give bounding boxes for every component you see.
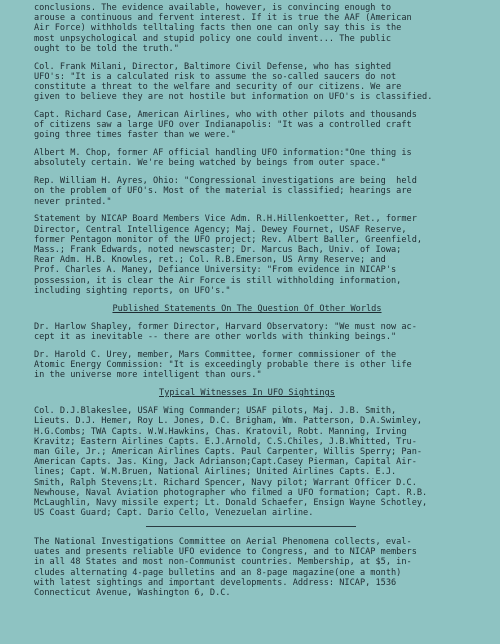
section-heading-witnesses: Typical Witnesses In UFO Sightings	[159, 388, 335, 399]
section-heading-other-worlds: Published Statements On The Question Of Other Worlds	[112, 303, 382, 314]
paragraph-case-quote: Capt. Richard Case, American Airlines, who with other pilots and thousands of citizens saw a large UFO over Indianapolis: "It was a controlled craft going three times faster than we were."	[34, 110, 417, 141]
paragraph-witness-list: Col. D.J.Blakeslee, USAF Wing Commander; USAF pilots, Maj. J.B. Smith, Lieuts. D.J. Hemer, Roy L. Jones, D.C. Brigham, Wm. Patterson, D.A.Swimley, H.G.Combs; TWA Capts. W.W.Hawkins, Chas. Kratovil, Robt. Manning, Irving Kravitz; Eastern Airlines Capts. E.J.Arnold, C.S.Chiles, J.B.Whitted, Tru- man Gile, Jr.; American Airlines Capts. Paul Carpenter, Willis Sperry; Pan- American Capts. Jas. King, Jack Adrianson;Capt.Casey Pierman, Capital Air- lines; Capt. W.M.Bruen, National Airlines; United Airlines Capts. E.J. Smith, Ralph Stevens;Lt. Richard Spencer, Navy pilot; Warrant Officer D.C. Newhouse, Naval Aviation photographer who filmed a UFO formation; Capt. R.B. McLaughlin, Navy missile expert; Lt. Donald Schaefer, Ensign Wayne Schotley, US Coast Guard; Capt. Dario Cello, Venezuelan airline.	[34, 406, 428, 519]
paragraph-nicap-board-statement: Statement by NICAP Board Members Vice Adm. R.H.Hillenkoetter, Ret., former Director, Central Intelligence Agency; Maj. Dewey Fournet, USAF Reserve, former Pentagon monitor of the UFO project; Rev. Albert Baller, Greenfield, Mass.; Frank Edwards, noted newscaster; Dr. Marcus Bach, Univ. of Iowa; Rear Adm. H.B. Knowles, ret.; Col. R.B.Emerson, US Army Reserve; and Prof. Charles A. Maney, Defiance University: "From evidence in NICAP's possession, it is clear the Air Force is still withholding information, including sighting reports, on UFO's."	[34, 214, 423, 296]
divider-rule	[146, 526, 356, 527]
paragraph-shapley-quote: Dr. Harlow Shapley, former Director, Harvard Observatory: "We must now ac- cept it as inevitable -- there are other worlds with thinking beings."	[34, 321, 417, 343]
footer-block	[34, 537, 460, 598]
paragraph-chop-quote: Albert M. Chop, former AF official handling UFO information:"One thing is absolutely certain. We're being watched by beings from outer space."	[34, 148, 412, 169]
paragraph-milani-quote: Col. Frank Milani, Director, Baltimore Civil Defense, who has sighted UFO's: "It is a calculated risk to assume the so-called saucers do not constitute a threat to the welfare and security of our citizens. We are given to believe they are not hostile but information on UFO's is classified.	[34, 61, 433, 103]
paragraph-ayres-quote: Rep. William H. Ayres, Ohio: "Congressional investigations are being held on the problem of UFO's. Most of the material is classified; hearings are never printed."	[34, 176, 417, 207]
paragraph-conclusions-quote: conclusions. The evidence available, however, is convincing enough to arouse a continuous and fervent interest. If it is true the AAF (American Air Force) withholds telltaling facts then one can only say this is the most unpsychological and stupid policy one could invent... The public ought to be told the truth."	[34, 3, 412, 54]
footer-nicap-description: The National Investigations Committee on Aerial Phenomena collects, eval- uates and presents reliable UFO evidence to Congress, and to NICAP members in all 48 States and most non-Communist countries. Membership, at $5, in- cludes alternating 4-page bulletins and an 8-page magazine(one a month) with latest sightings and important developments. Address: NICAP, 1536 Connecticut Avenue, Washington 6, D.C.	[34, 537, 417, 599]
paragraph-urey-quote: Dr. Harold C. Urey, member, Mars Committee, former commissioner of the Atomic Energy Commission: "It is exceedingly probable there is other life in the universe more intelligent than ours."	[34, 349, 412, 381]
